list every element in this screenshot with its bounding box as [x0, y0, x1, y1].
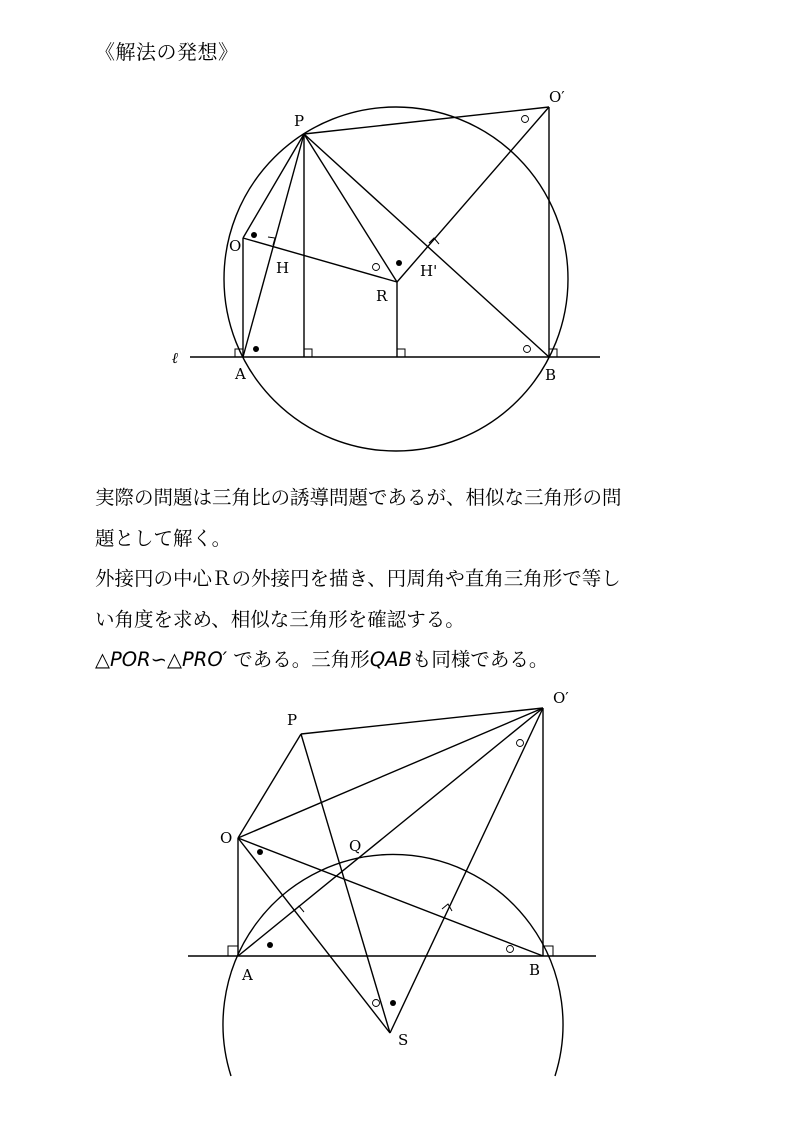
text-line-1: 実際の問題は三角比の誘導問題であるが、相似な三角形の問	[95, 486, 622, 509]
segment-O-prime-R	[397, 107, 549, 282]
section-heading: 《解法の発想》	[95, 40, 239, 64]
angle-dot-O	[251, 232, 257, 238]
label-B: B	[529, 961, 541, 979]
label-O-prime: O′	[549, 88, 565, 106]
segment-O-prime-S	[390, 708, 543, 1033]
label-O: O	[229, 237, 242, 255]
segment-PO-prime	[301, 708, 543, 734]
label-A: A	[242, 966, 253, 984]
text-line-5-end: も同様である。	[411, 648, 549, 671]
arc-circle	[223, 854, 563, 1076]
segment-PA	[243, 134, 304, 357]
text-line-4: い角度を求め、相似な三角形を確認する。	[95, 607, 465, 631]
angle-circle-O-prime	[517, 740, 524, 747]
segment-OO-prime	[238, 708, 543, 838]
segment-PO-prime	[304, 107, 549, 134]
right-angle-mark-P-foot	[304, 349, 312, 357]
label-A: A	[235, 365, 246, 383]
angle-circle-S	[373, 1000, 380, 1007]
angle-dot-A	[267, 942, 273, 948]
triangle-symbol-2: △	[167, 648, 183, 671]
angle-circle-B	[507, 946, 514, 953]
text-line-5	[95, 640, 735, 681]
angle-dot-R	[396, 260, 402, 266]
angle-circle-B	[524, 346, 531, 353]
figure-2	[0, 680, 800, 1140]
figure-1	[0, 0, 800, 470]
angle-dot-O	[257, 849, 263, 855]
label-S: S	[398, 1031, 409, 1049]
label-H-prime: H'	[420, 262, 438, 280]
segment-O-prime-A	[238, 708, 543, 956]
label-P: P	[294, 112, 305, 130]
label-Q: Q	[349, 837, 362, 855]
angle-dot-A	[253, 346, 259, 352]
right-angle-mark-A	[228, 946, 238, 956]
label-R: R	[376, 287, 388, 305]
segment-PB	[304, 134, 549, 357]
triangle-name-PRO-prime: PRO′	[182, 648, 228, 671]
explanation-text	[95, 478, 735, 681]
similar-symbol: ∽	[150, 648, 168, 671]
label-B: B	[545, 366, 557, 384]
right-angle-mark-R-foot	[397, 349, 405, 357]
triangle-name-POR: POR	[110, 648, 151, 671]
angle-circle-R	[373, 264, 380, 271]
text-line-2: 題として解く。	[95, 526, 232, 550]
segment-PO	[243, 134, 304, 238]
label-H: H	[276, 259, 290, 277]
label-O-prime: O′	[553, 689, 569, 707]
label-P: P	[287, 711, 298, 729]
angle-dot-S	[390, 1000, 396, 1006]
text-line-3: 外接円の中心Ｒの外接円を描き、円周角や直角三角形で等し	[95, 567, 621, 590]
text-line-5-middle: である。三角形	[227, 648, 370, 671]
angle-circle-O-prime	[522, 116, 529, 123]
triangle-symbol-1: △	[95, 648, 110, 671]
label-line-l: ℓ	[172, 349, 179, 367]
triangle-name-QAB: QAB	[369, 648, 412, 671]
label-O: O	[220, 829, 233, 847]
circumcircle	[224, 107, 568, 451]
segment-PO	[238, 734, 301, 838]
